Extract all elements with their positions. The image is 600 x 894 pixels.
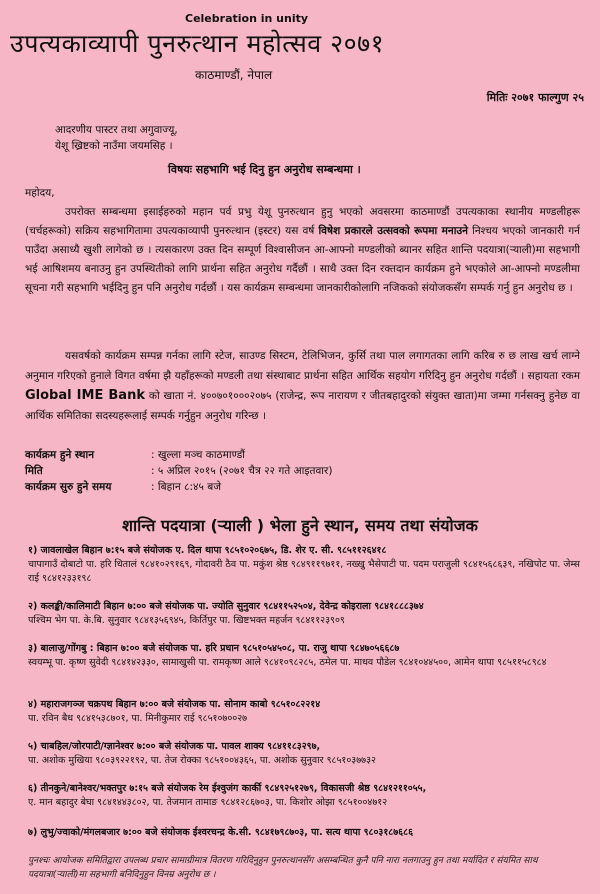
- route-heading: ३) बालाजु/गोंगबु : बिहान ७:०० बजे संयोजक पा. हरि प्रधान ९८५१०५४५०८, पा. राजु थापा ९८४७०५६६८७: [28, 643, 400, 654]
- route-item: [28, 544, 588, 586]
- route-heading: २) कलङ्की/कालिमाटी बिहान ७:०० बजे संयोजक पा. ज्योति सुनुवार ९८४११५२५०४, देवेन्द्र कोइराला ९८४१८८८३७४: [28, 601, 424, 612]
- route-heading: ५) चाबहिल/जोरपाटी/ग्ज्ञानेश्वर ७:०० बजे संयोजक पा. पावल शाक्य ९८४११८३२९७,: [28, 741, 321, 752]
- route-heading: ६) तीनकुने/बानेश्वर/भक्तपुर ७:१५ बजे संयोजक रेम ईश्वुजंग कार्की ९८४९२५१२७९, विकासजी श्रेष्ठ ९८४१२११०५५,: [28, 783, 427, 794]
- greeting-line-2: येशू ख्रिष्टको नाउँमा जयमसिह ।: [55, 140, 173, 152]
- paragraph-2-part-a: यसवर्षको कार्यक्रम सम्पन्न गर्नका लागि स्टेज, साउण्ड सिस्टम, टेलिभिजन, कुर्सि तथा पाल लगागतका लागि करिब रु छ लाख खर्च लाग्ने अनुमान गरिएको हुनाले विगत वर्षमा झै यहाँहरूको मण्डली तथा संस्थाबाट प्रार्थना सहित आर्थिक सहयोग गरिदिनु हुन अनुरोध गर्दछौं । सहायता रकम: [25, 350, 580, 382]
- route-item: [28, 698, 588, 726]
- info-value: : बिहान ८:४५ बजे: [151, 481, 222, 493]
- subject-line: विषयः सहभागि भई दिनु हुन अनुरोध सम्बन्धमा ।: [168, 163, 361, 176]
- route-heading: ४) महाराजगञ्ज चक्रपथ बिहान ७:०० बजे संयोजक पा. सोनाम काबो ९८५१०८२२१४: [28, 699, 321, 710]
- tagline: Celebration in unity: [185, 12, 309, 25]
- paragraph-1: [25, 203, 580, 298]
- greeting: [55, 122, 178, 154]
- paragraph-2: [25, 346, 580, 426]
- paragraph-2-part-b: को खाता नं. ४००७०१०००२०७५ (राजेन्द्र, रूप नारायण र जीतबहादुरको संयुक्त खाता)मा जम्मा गर्नसक्नु हुनेछ वा आर्थिक समितिका सदस्यहरूलाई सम्पर्क गर्नुहुन अनुरोध गरिन्छ ।: [25, 390, 580, 422]
- paragraph-1-part-b: निश्चय भएको जानकारी गर्न पाउँदा असाध्यै खुशी लागेको छ । त्यसकारण उक्त दिन सम्पूर्ण विश्वासीजन आ-आफ्नो मण्डलीको ब्यानर सहित शान्ति पदयात्रा(र्‍याली)मा सहभागी भई आषिशमय बनाउनु हुन उपस्थितीको लागि प्रार्थना सहित अनुरोध गर्दैछौं । साथै उक्त दिन रक्तदान कार्यक्रम हुने भएकोले आ-आफ्नो मण्डलीमा सूचना गरी सहभागि भईदिनु हुन पनि अनुरोध गर्दछौं । यस कार्यक्रम सम्बन्धमा जानकारीकोलागि नजिकको संयोजकसँग सम्पर्क गर्नु हुन अनुरोध छ ।: [25, 225, 580, 294]
- info-label: मिति: [25, 465, 43, 477]
- location: काठमाण्डौं, नेपाल: [195, 68, 273, 82]
- route-details: चापागाउँ दोबाटो पा. हरि धितालं ९८४१०२९१६९, गोदावरी ठैव पा. मकुंश श्रेष्ठ ९८४९११९७११, नख्खु भैसेपाटी पा. पदम पराजुली ९८४१५६८६३९, नखिपोट पा. जेम्स राई ९८४१२३३१९८: [28, 559, 580, 584]
- paragraph-1-part-a: उपरोक्त सम्बन्धमा इसाईहरुको महान पर्व प्रभु येशू पुनरुत्थान हुनु भएको अवसरमा काठमाण्डौं उपत्यकाका स्थानीय मण्डलीहरू (चर्चहरूको) सक्रिय सहभागितामा उपत्यकाव्यापी पुनरुत्थान (इस्टर) यस वर्ष: [25, 206, 580, 237]
- route-heading: ७) लुभु/ज्वाको/मंगलबजार ७:०० बजे संयोजक ईश्वरचन्द्र के.सी. ९८४१७९८७०३, पा. सत्य थापा ९८०३१८७६८६: [28, 827, 414, 838]
- route-details: स्वयम्भू पा. कृष्ण सुवेदी ९८४१४२३३०, सामाखुसी पा. रामकृष्ण आले ९८४१०९८२८५, ठमेल पा. माधव पौडेल ९८४१०४४५००, आमेन थापा ९८५११५८९८४: [28, 657, 547, 668]
- route-details: ए. मान बहादुर बेघा ९८४१४४३८०२, पा. तेजमान तामाङ ९८४१२८६७०३, पा. किशोर ओझा ९८५१००४७१२: [28, 797, 388, 808]
- greeting-line-1: आदरणीय पास्टर तथा अगुवाज्यू,: [55, 124, 178, 136]
- route-item: [28, 600, 588, 628]
- info-row: [25, 463, 336, 479]
- paragraph-1-bold: विषेश प्रकारले उत्सवको रूपमा मनाउने: [318, 225, 469, 237]
- section-title: शान्ति पदयात्रा (र्‍याली ) भेला हुने स्थान, समय तथा संयोजक: [122, 516, 478, 535]
- route-details: पा. अशोक मुखिया ९८०३९२२१९२, पा. तेज रोक्का ९८५१००४३६५, पा. अशोक सुनुवार ९८५१०३७७३२: [28, 755, 376, 766]
- info-row: [25, 479, 336, 495]
- info-row: [25, 447, 336, 463]
- info-label: कार्यक्रम सुरु हुने समय: [25, 481, 112, 493]
- route-item: [28, 782, 588, 810]
- route-item: [28, 740, 588, 768]
- bank-name: Global IME Bank: [25, 388, 145, 403]
- info-label: कार्यक्रम हुने स्थान: [25, 449, 95, 461]
- info-value: : खुल्ला मञ्च काठमाण्डौं: [151, 449, 245, 461]
- postscript-note: पुनश्चः आयोजक समितिद्वारा उपलब्ध प्रचार सामाग्रीमात्र वितरण गरिदिनुहुन पुनरुत्थानसँग असम्बन्धित कुनै पनि नारा नलगाउनु हुन तथा मर्यादित र संयमित साथ पदयात्रा(र्‍याली)मा सहभागी बनिदिनुहुन विनम्र अनुरोध छ ।: [28, 856, 538, 880]
- letter-date: मितिः २०७१ फाल्गुण २५: [486, 91, 584, 104]
- info-value: : ५ अप्रिल २०१५ (२०७१ चैत्र २२ गते आइतवार): [151, 465, 333, 477]
- salutation: महोदय,: [25, 187, 55, 199]
- route-item: [28, 826, 588, 840]
- route-item: [28, 642, 588, 670]
- route-details: पश्चिम भेग पा. के.बि. सुनुवार ९८४१३५६९४५, किर्तिपुर पा. खिष्टभक्त महर्जन ९८४११२३९०९: [28, 615, 345, 626]
- route-details: पा. रविन बैध ९८४१५३८७०१, पा. मिनीकुमार राई ९८५१०७००२७: [28, 713, 248, 724]
- route-heading: १) जावलाखेल बिहान ७:१५ बजे संयोजक ए. दिल थापा ९८५१०२०६७५, डि. शेर ए. सी. ९८५११२६४१८: [28, 545, 387, 556]
- event-info-table: [25, 447, 336, 495]
- event-title: उपत्यकाव्यापी पुनरुत्थान महोत्सव २०७१: [10, 29, 385, 58]
